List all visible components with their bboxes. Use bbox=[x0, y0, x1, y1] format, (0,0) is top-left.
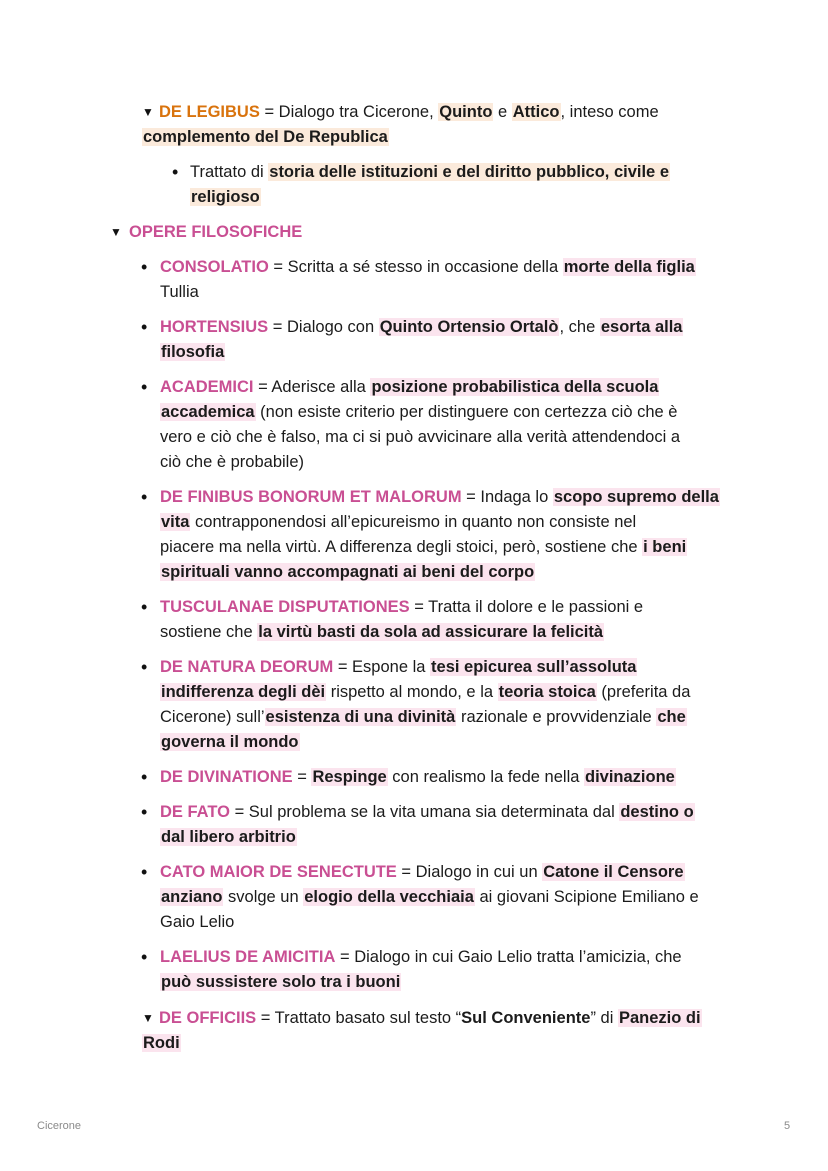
bullet-icon: • bbox=[141, 947, 148, 967]
officiis-line-2: Rodi bbox=[143, 1034, 180, 1052]
hortensius-line-1: HORTENSIUS = Dialogo con Quinto Ortensio Ortalò, che esorta alla bbox=[160, 318, 683, 336]
finibus-title: DE FINIBUS BONORUM ET MALORUM bbox=[160, 488, 462, 506]
tusculanae-line-2: sostiene che la virtù basti da sola ad assicurare la felicità bbox=[160, 623, 604, 641]
cato-line-1: CATO MAIOR DE SENECTUTE = Dialogo in cui un Catone il Censore bbox=[160, 863, 684, 881]
finibus-line-3: piacere ma nella virtù. A differenza degli stoici, però, sostiene che i beni bbox=[160, 538, 687, 556]
de-legibus-line-1: DE LEGIBUS = Dialogo tra Cicerone, Quinto e Attico, inteso come bbox=[159, 103, 659, 121]
bullet-icon: • bbox=[172, 162, 179, 182]
fato-line-1: DE FATO = Sul problema se la vita umana sia determinata dal destino o bbox=[160, 803, 694, 821]
officiis-title: DE OFFICIIS bbox=[159, 1009, 257, 1027]
footer-page-number: 5 bbox=[784, 1120, 791, 1132]
fato-title: DE FATO bbox=[160, 803, 230, 821]
bullet-icon: • bbox=[141, 862, 148, 882]
academici-line-4: ciò che è probabile) bbox=[160, 453, 305, 471]
natura-line-4: governa il mondo bbox=[161, 733, 299, 751]
laelius-title: LAELIUS DE AMICITIA bbox=[160, 948, 336, 966]
laelius-line-1: LAELIUS DE AMICITIA = Dialogo in cui Gaio Lelio tratta l’amicizia, che bbox=[160, 948, 682, 966]
de-legibus-sub-line-2: religioso bbox=[191, 188, 260, 206]
academici-line-2: accademica (non esiste criterio per distinguere con certezza ciò che è bbox=[161, 403, 678, 421]
academici-line-1: ACADEMICI = Aderisce alla posizione probabilistica della scuola bbox=[160, 378, 659, 396]
cato-line-3: Gaio Lelio bbox=[160, 913, 235, 931]
bullet-icon: • bbox=[141, 317, 148, 337]
bullet-icon: • bbox=[141, 657, 148, 677]
bullet-icon: • bbox=[141, 802, 148, 822]
officiis-line-1: DE OFFICIIS = Trattato basato sul testo “Sul Conveniente” di Panezio di bbox=[159, 1009, 701, 1027]
natura-line-1: DE NATURA DEORUM = Espone la tesi epicurea sull’assoluta bbox=[160, 658, 637, 676]
toggle-opere-filosofiche-icon[interactable]: ▼ bbox=[110, 225, 122, 239]
cato-line-2: anziano svolge un elogio della vecchiaia ai giovani Scipione Emiliano e bbox=[161, 888, 699, 906]
toggle-de-legibus-icon[interactable]: ▼ bbox=[142, 105, 154, 119]
bullet-icon: • bbox=[141, 487, 148, 507]
tusculanae-title: TUSCULANAE DISPUTATIONES bbox=[160, 598, 410, 616]
consolatio-title: CONSOLATIO bbox=[160, 258, 269, 276]
de-legibus-title: DE LEGIBUS bbox=[159, 103, 260, 121]
academici-title: ACADEMICI bbox=[160, 378, 254, 396]
bullet-icon: • bbox=[141, 767, 148, 787]
finibus-line-1: DE FINIBUS BONORUM ET MALORUM = Indaga lo scopo supremo della bbox=[160, 488, 719, 506]
de-legibus-line-2: complemento del De Republica bbox=[143, 128, 388, 146]
laelius-line-2: può sussistere solo tra i buoni bbox=[161, 973, 401, 991]
natura-title: DE NATURA DEORUM bbox=[160, 658, 334, 676]
cato-title: CATO MAIOR DE SENECTUTE bbox=[160, 863, 397, 881]
bullet-icon: • bbox=[141, 597, 148, 617]
natura-line-2: indifferenza degli dèi rispetto al mondo, e la teoria stoica (preferita da bbox=[161, 683, 691, 701]
divinatione-title: DE DIVINATIONE bbox=[160, 768, 293, 786]
hortensius-title: HORTENSIUS bbox=[160, 318, 269, 336]
divinatione-line-1: DE DIVINATIONE = Respinge con realismo la fede nella divinazione bbox=[160, 768, 675, 786]
fato-line-2: dal libero arbitrio bbox=[161, 828, 296, 846]
footer-doc-title: Cicerone bbox=[37, 1120, 82, 1132]
consolatio-line-2: Tullia bbox=[160, 283, 199, 301]
tusculanae-line-1: TUSCULANAE DISPUTATIONES = Tratta il dolore e le passioni e bbox=[160, 598, 644, 616]
de-legibus-sub-line-1: Trattato di storia delle istituzioni e del diritto pubblico, civile e bbox=[190, 163, 669, 181]
natura-line-3: Cicerone) sull’esistenza di una divinità razionale e provvidenziale che bbox=[160, 708, 686, 726]
finibus-line-2: vita contrapponendosi all’epicureismo in quanto non consiste nel bbox=[161, 513, 637, 531]
consolatio-line-1: CONSOLATIO = Scritta a sé stesso in occasione della morte della figlia bbox=[160, 258, 695, 276]
toggle-de-officiis-icon[interactable]: ▼ bbox=[142, 1011, 154, 1025]
finibus-line-4: spirituali vanno accompagnati ai beni del corpo bbox=[161, 563, 535, 581]
bullet-icon: • bbox=[141, 377, 148, 397]
opere-filosofiche-title: OPERE FILOSOFICHE bbox=[129, 223, 303, 241]
bullet-icon: • bbox=[141, 257, 148, 277]
hortensius-line-2: filosofia bbox=[161, 343, 225, 361]
academici-line-3: vero e ciò che è falso, ma ci si può avvicinare alla verità attendendoci a bbox=[160, 428, 681, 446]
